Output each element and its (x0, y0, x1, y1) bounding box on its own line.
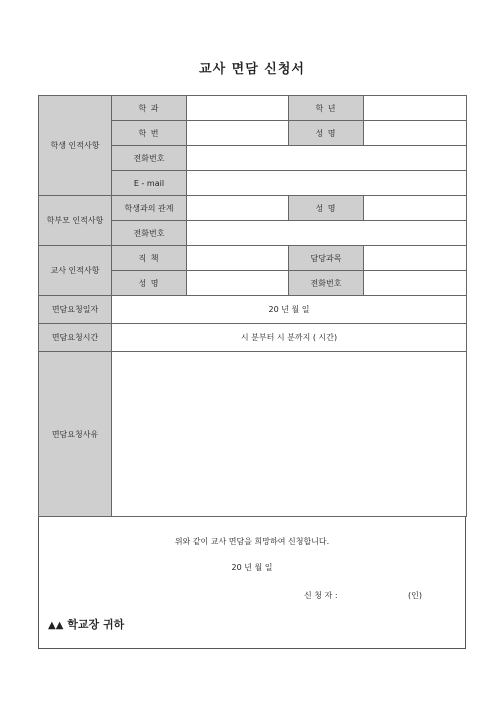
request-time-field[interactable]: 시 분부터 시 분까지 ( 시간) (112, 324, 467, 352)
request-date-label: 면담요청일자 (39, 296, 112, 324)
triangle-icon: ▲▲ (48, 620, 64, 631)
teacher-phone-field[interactable] (364, 271, 467, 296)
parent-section-label: 학부모 인적사항 (39, 196, 112, 246)
student-grade-label: 학 년 (289, 96, 364, 121)
parent-name-field[interactable] (364, 196, 467, 221)
parent-phone-label: 전화번호 (112, 221, 187, 246)
teacher-position-label: 직 책 (112, 246, 187, 271)
student-email-label: E - mail (112, 171, 187, 196)
teacher-phone-label: 전화번호 (289, 271, 364, 296)
parent-relation-label: 학생과의 관계 (112, 196, 187, 221)
form-title: 교사 면담 신청서 (199, 62, 305, 77)
student-id-label: 학 번 (112, 121, 187, 146)
student-phone-label: 전화번호 (112, 146, 187, 171)
request-time-row (39, 324, 467, 352)
applicant-label: 신 청 자 : (304, 591, 338, 600)
addressee-line (48, 616, 124, 632)
teacher-section-label: 교사 인적사항 (39, 246, 112, 296)
student-phone-field[interactable] (187, 146, 467, 171)
addressee-text: 학교장 귀하 (67, 618, 125, 631)
teacher-name-label: 성 명 (112, 271, 187, 296)
form-footer (38, 517, 466, 649)
teacher-subject-label: 담당과목 (289, 246, 364, 271)
teacher-name-field[interactable] (187, 271, 289, 296)
teacher-row-position (39, 246, 467, 271)
application-form-table (38, 95, 467, 517)
student-row-dept (39, 96, 467, 121)
declaration-text: 위와 같이 교사 면담을 희망하여 신청합니다. (174, 537, 330, 546)
parent-row-relation (39, 196, 467, 221)
request-time-label: 면담요청시간 (39, 324, 112, 352)
parent-name-label: 성 명 (289, 196, 364, 221)
seal-mark: (인) (408, 591, 422, 600)
request-reason-row (39, 352, 467, 517)
request-reason-field[interactable] (112, 352, 467, 517)
request-date-row (39, 296, 467, 324)
student-email-field[interactable] (187, 171, 467, 196)
request-reason-label: 면담요청사유 (39, 352, 112, 517)
student-name-label: 성 명 (289, 121, 364, 146)
teacher-position-field[interactable] (187, 246, 289, 271)
teacher-subject-field[interactable] (364, 246, 467, 271)
parent-relation-field[interactable] (187, 196, 289, 221)
signature-date: 20 년 월 일 (231, 563, 273, 572)
student-name-field[interactable] (364, 121, 467, 146)
parent-phone-field[interactable] (187, 221, 467, 246)
student-dept-label: 학 과 (112, 96, 187, 121)
student-grade-field[interactable] (364, 96, 467, 121)
student-id-field[interactable] (187, 121, 289, 146)
student-dept-field[interactable] (187, 96, 289, 121)
request-date-field[interactable]: 20 년 월 일 (112, 296, 467, 324)
student-section-label: 학생 인적사항 (39, 96, 112, 196)
